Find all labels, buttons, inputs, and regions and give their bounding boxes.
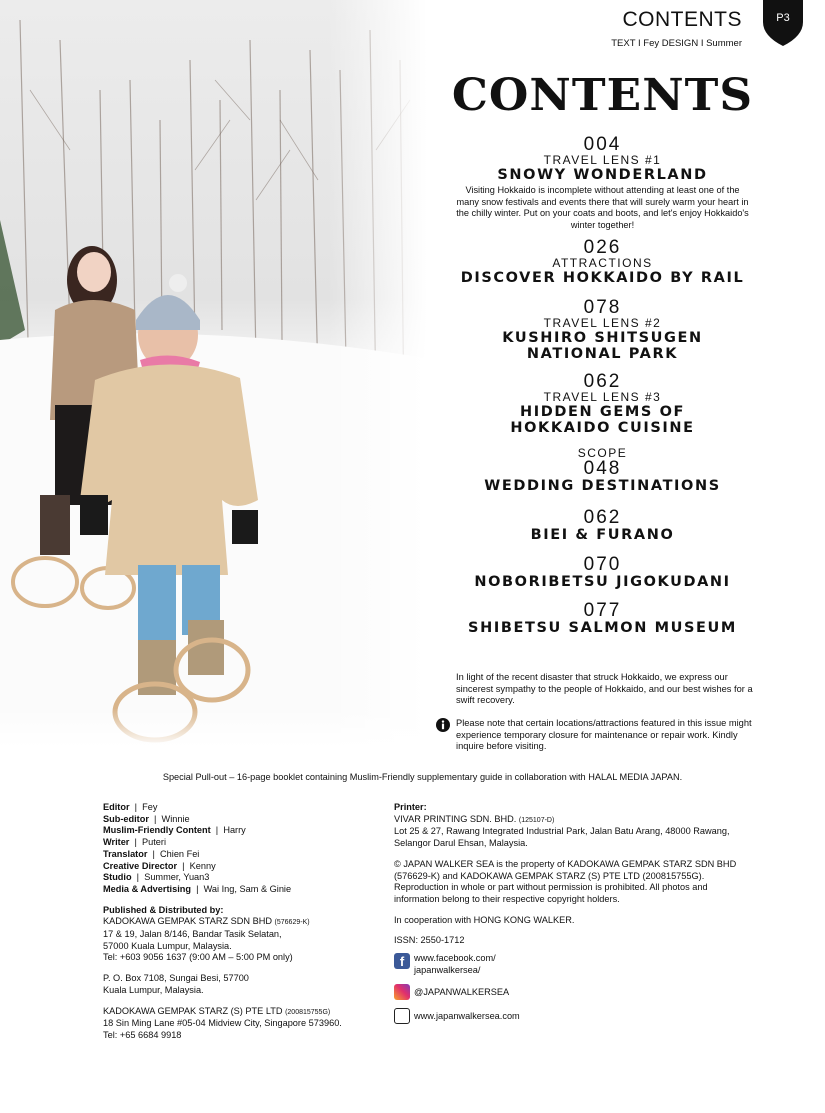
toc-title: NATIONAL PARK (526, 346, 679, 362)
staff-row: Muslim-Friendly Content | Harry (103, 825, 246, 836)
printer-address: Selangor Darul Ehsan, Malaysia. (394, 838, 528, 849)
publisher-address: 57000 Kuala Lumpur, Malaysia. (103, 940, 232, 951)
toc-title: HIDDEN GEMS OF (519, 404, 686, 420)
staff-row: Creative Director | Kenny (103, 860, 216, 871)
toc-title: KUSHIRO SHITSUGEN (502, 330, 703, 346)
toc-category: ATTRACTIONS (552, 256, 653, 270)
instagram-link[interactable]: @JAPANWALKERSEA (394, 984, 754, 1000)
toc-entry (455, 299, 750, 362)
toc-title: SNOWY WONDERLAND (497, 167, 708, 183)
printer-address: Lot 25 & 27, Rawang Integrated Industrial Park, Jalan Batu Arang, 48000 Rawang, (394, 826, 730, 837)
toc-page-number: 062 (583, 507, 622, 528)
toc-title: WEDDING DESTINATIONS (484, 478, 721, 494)
toc-category: TRAVEL LENS #1 (543, 153, 662, 167)
toc-title: DISCOVER HOKKAIDO BY RAIL (460, 270, 745, 286)
info-icon (436, 718, 450, 732)
sg-company: KADOKAWA GEMPAK STARZ (S) PTE LTD (200815755G) (103, 1005, 331, 1016)
toc-page-number: 070 (583, 554, 622, 575)
publisher-company: KADOKAWA GEMPAK STARZ SDN BHD (576629-K) (103, 916, 310, 927)
sympathy-note: In light of the recent disaster that struck Hokkaido, we express our sincerest sympathy to the people of Hokkaido, and our best wishes for a swift recovery. (456, 672, 753, 705)
toc-page-number: 078 (583, 297, 622, 318)
printer-heading: Printer: (394, 802, 427, 812)
toc-title: BIEI & FURANO (530, 527, 675, 543)
page-number: P3 (776, 12, 790, 24)
closure-note: Please note that certain locations/attractions featured in this issue might experience temporary closure for maintenance or repair work. Kindly inquire before visiting. (456, 718, 752, 751)
copyright-notice: © JAPAN WALKER SEA is the property of KADOKAWA GEMPAK STARZ SDN BHD (576629-K) and KADOKAWA GEMPAK STARZ (S) PTE LTD (200815755G). Reproduction in whole or part without permission is prohibited. All photos and information belong to their respective copyright holders. (394, 858, 737, 904)
toc-entry (455, 136, 750, 231)
toc-page-number: 026 (583, 237, 622, 258)
toc-category: TRAVEL LENS #3 (543, 390, 662, 404)
header-credits: TEXT I Fey DESIGN I Summer (611, 38, 742, 49)
staff-row: Editor | Fey (103, 802, 158, 812)
toc-title: SHIBETSU SALMON MUSEUM (468, 620, 737, 636)
toc-category: TRAVEL LENS #2 (543, 316, 662, 330)
staff-row: Translator | Chien Fei (103, 848, 200, 859)
toc-title: HOKKAIDO CUISINE (510, 420, 695, 436)
header-title: CONTENTS (622, 8, 742, 31)
publisher-tel: Tel: +603 9056 1637 (9:00 AM – 5:00 PM only) (103, 952, 293, 963)
toc-entry (455, 373, 750, 436)
sg-tel: Tel: +65 6684 9918 (103, 1029, 182, 1040)
staff-row: Writer | Puteri (103, 837, 167, 848)
toc-entry (455, 447, 750, 494)
pullout-notice: Special Pull-out – 16-page booklet containing Muslim-Friendly supplementary guide in collaboration with HALAL MEDIA JAPAN. (162, 772, 683, 782)
printer-credits (394, 802, 754, 1024)
staff-credits (103, 802, 383, 1042)
po-box: Kuala Lumpur, Malaysia. (103, 984, 204, 995)
sg-address: 18 Sin Ming Lane #05-04 Midview City, Singapore 573960. (103, 1018, 342, 1029)
website-link[interactable]: www.japanwalkersea.com (394, 1008, 754, 1024)
publisher-address: 17 & 19, Jalan 8/146, Bandar Tasik Selatan, (103, 929, 282, 940)
staff-row: Studio | Summer, Yuan3 (103, 872, 210, 883)
cooperation-note: In cooperation with HONG KONG WALKER. (394, 914, 575, 925)
globe-icon (394, 1008, 410, 1024)
toc-entry (455, 602, 750, 636)
toc-category: SCOPE (577, 446, 628, 460)
toc-description: Visiting Hokkaido is incomplete without attending at least one of the many snow festivals and events there that will surely warm your heart in the chilly winter. Put on your coats and boots, and let's enjoy Hokkaido's winter together! (456, 185, 749, 230)
toc-entry (455, 239, 750, 286)
issn: ISSN: 2550-1712 (394, 935, 465, 946)
toc-title: NOBORIBETSU JIGOKUDANI (474, 574, 731, 590)
instagram-icon (394, 984, 410, 1000)
toc-entry (455, 556, 750, 590)
toc-page-number: 048 (583, 458, 622, 479)
contents-heading: CONTENTS (451, 70, 754, 121)
po-box: P. O. Box 7108, Sungai Besi, 57700 (103, 973, 249, 984)
printer-name: VIVAR PRINTING SDN. BHD. (125107-D) (394, 813, 555, 824)
toc-page-number: 004 (583, 134, 622, 155)
page-number-tab (763, 0, 803, 46)
staff-row: Media & Advertising | Wai Ing, Sam & Ginie (103, 883, 292, 894)
toc-entry (455, 509, 750, 543)
cover-photo (0, 0, 438, 748)
facebook-link[interactable]: f www.facebook.com/ japanwalkersea/ (394, 953, 754, 976)
facebook-icon: f (394, 953, 410, 969)
toc-page-number: 077 (583, 600, 622, 621)
publisher-heading: Published & Distributed by: (103, 904, 224, 915)
toc-page-number: 062 (583, 371, 622, 392)
staff-row: Sub-editor | Winnie (103, 813, 190, 824)
